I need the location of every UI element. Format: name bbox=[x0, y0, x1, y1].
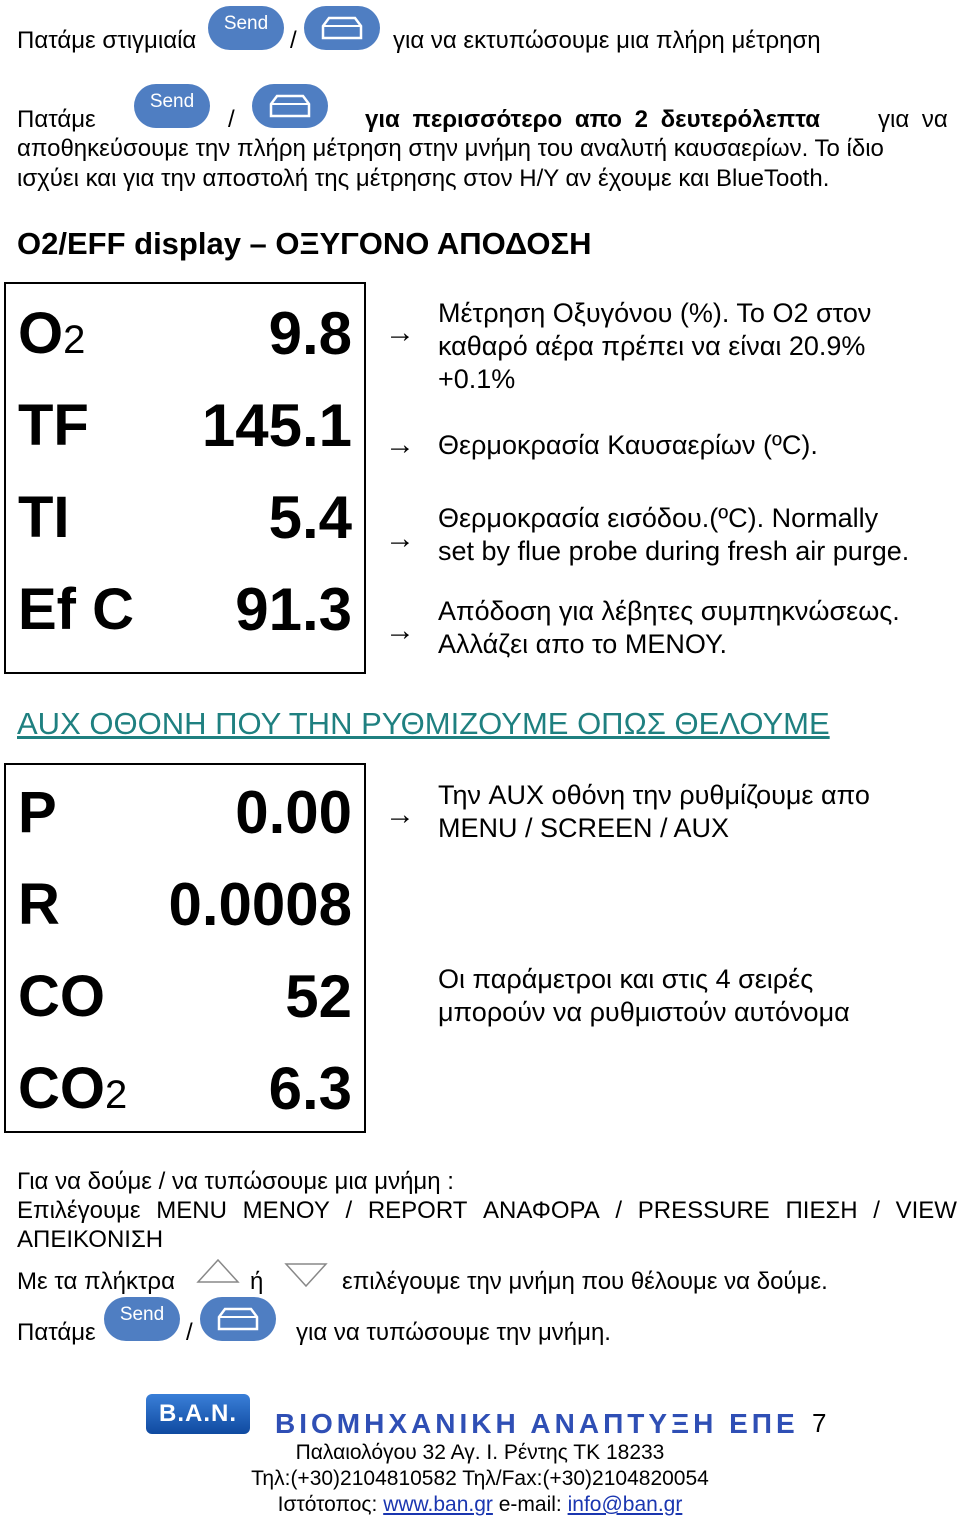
display-row-r bbox=[18, 859, 352, 949]
rows-description: Οι παράμετροι και στις 4 σειρές μπορούν να ρυθμιστούν αυτόνομα bbox=[438, 964, 850, 1027]
aux-display bbox=[4, 763, 366, 1133]
send-label: Send bbox=[223, 13, 269, 34]
send-button[interactable] bbox=[208, 6, 284, 50]
arrow-icon: → bbox=[385, 798, 415, 831]
company-name: ΒΙΟΜΗΧΑΝΙΚΗ ΑΝΑΠΤΥΞΗ ΕΠΕ bbox=[275, 1408, 799, 1439]
company-logo: B.A.N. bbox=[146, 1394, 250, 1434]
row-label: TI bbox=[18, 484, 70, 550]
email-link[interactable]: info@ban.gr bbox=[567, 1493, 683, 1516]
row-label: CO2 bbox=[18, 1055, 128, 1121]
eff-description: Απόδοση για λέβητες συμπηκνώσεως. Αλλάζει απο το ΜΕΝΟΥ. bbox=[438, 596, 900, 659]
press-text: για να τυπώσουμε την μνήμη. bbox=[296, 1319, 611, 1346]
display-row-p bbox=[18, 767, 352, 857]
paragraph bbox=[17, 134, 957, 194]
website-link[interactable]: www.ban.gr bbox=[383, 1493, 493, 1516]
display-row-co bbox=[18, 951, 352, 1041]
email-label: e-mail: bbox=[498, 1493, 562, 1516]
send-button[interactable] bbox=[104, 1297, 180, 1341]
arrow-icon: → bbox=[385, 428, 415, 461]
slash-text: / bbox=[186, 1319, 193, 1346]
slash-text: / bbox=[290, 27, 297, 54]
print-button[interactable] bbox=[304, 6, 380, 50]
row-label: Ef C bbox=[18, 576, 134, 642]
footer-phone: Τηλ:(+30)2104810582 Τηλ/Fax:(+30)2104820054 bbox=[251, 1467, 709, 1490]
or-text: ή bbox=[250, 1268, 264, 1295]
row-value: 91.3 bbox=[235, 575, 352, 643]
display-row-co2 bbox=[18, 1043, 352, 1133]
row-label: R bbox=[18, 871, 60, 937]
down-arrow-key-icon[interactable] bbox=[284, 1262, 328, 1288]
site-label: Ιστότοπος: bbox=[277, 1493, 378, 1516]
display-row-tf bbox=[18, 380, 352, 470]
row-label: TF bbox=[18, 392, 89, 458]
aux-heading: AUX ΟΘΟΝΗ ΠΟΥ ΤΗΝ ΡΥΘΜΙΖΟΥΜΕ ΟΠΩΣ ΘΕΛΟΥΜΕ bbox=[17, 706, 830, 741]
paragraph-line: ισχύει και για την αποστολή της μέτρησης στον Η/Υ αν έχουμε και BlueTooth. bbox=[17, 165, 830, 192]
printer-icon bbox=[321, 14, 363, 42]
keys-text: Με τα πλήκτρα bbox=[17, 1268, 175, 1295]
display-row-ti bbox=[18, 472, 352, 562]
o2-description: Μέτρηση Οξυγόνου (%). Το Ο2 στον καθαρό αέρα πρέπει να είναι 20.9% +0.1% bbox=[438, 298, 872, 394]
instruction-text: για να bbox=[878, 106, 948, 133]
row-label: O2 bbox=[18, 300, 86, 366]
instruction-text: για να εκτυπώσουμε μια πλήρη μέτρηση bbox=[393, 27, 821, 54]
arrow-icon: → bbox=[385, 614, 415, 647]
instruction-text: Πατάμε στιγμιαία bbox=[17, 27, 197, 54]
row-value: 0.00 bbox=[235, 778, 352, 846]
tf-description: Θερμοκρασία Καυσαερίων (ºC). bbox=[438, 430, 818, 460]
row-value: 52 bbox=[285, 962, 352, 1030]
ti-description: Θερμοκρασία εισόδου.(ºC). Normally set by flue probe during fresh air purge. bbox=[438, 503, 910, 566]
display-row-o2 bbox=[18, 288, 352, 378]
printer-icon bbox=[217, 1305, 259, 1333]
keys-text: επιλέγουμε την μνήμη που θέλουμε να δούμε. bbox=[342, 1268, 828, 1295]
instruction-text: Πατάμε bbox=[17, 106, 96, 133]
row-value: 145.1 bbox=[201, 391, 352, 459]
o2-eff-display bbox=[4, 282, 366, 674]
display-row-eff bbox=[18, 564, 352, 654]
row-value: 9.8 bbox=[268, 299, 352, 367]
print-button[interactable] bbox=[252, 84, 328, 128]
arrow-icon: → bbox=[385, 522, 415, 555]
paragraph-line: αποθηκεύσουμε την πλήρη μέτρηση στην μνήμη του αναλυτή καυσαερίων. Το ίδιο bbox=[17, 135, 884, 162]
row-label: P bbox=[18, 779, 57, 845]
o2-heading: O2/EFF display – ΟΞΥΓΟΝΟ ΑΠΟΔΟΣΗ bbox=[17, 226, 592, 261]
footer-contact bbox=[0, 1492, 960, 1518]
arrow-icon: → bbox=[385, 316, 415, 349]
row-label: CO bbox=[18, 963, 105, 1029]
send-label: Send bbox=[119, 1304, 165, 1325]
footer-address: Παλαιολόγου 32 Αγ. Ι. Ρέντης ΤΚ 18233 bbox=[295, 1441, 665, 1464]
press-text: Πατάμε bbox=[17, 1319, 96, 1346]
page-number: 7 bbox=[812, 1408, 827, 1438]
send-button[interactable] bbox=[134, 84, 210, 128]
row-value: 5.4 bbox=[268, 483, 352, 551]
printer-icon bbox=[269, 92, 311, 120]
memory-intro: Για να δούμε / να τυπώσουμε μια μνήμη : bbox=[17, 1168, 454, 1195]
print-button[interactable] bbox=[200, 1297, 276, 1341]
memory-menu-path: Επιλέγουμε MENU ΜΕΝΟΥ / REPORT ΑΝΑΦΟΡΑ / PRESSURE ΠΙΕΣΗ / VIEW bbox=[17, 1197, 957, 1224]
memory-menu-path-end: ΑΠΕΙΚΟΝΙΣΗ bbox=[17, 1226, 164, 1253]
row-value: 0.0008 bbox=[168, 870, 352, 938]
row-value: 6.3 bbox=[268, 1054, 352, 1122]
up-arrow-key-icon[interactable] bbox=[196, 1258, 240, 1284]
send-label: Send bbox=[149, 91, 195, 112]
aux-description: Την AUX οθόνη την ρυθμίζουμε απο MENU / SCREEN / AUX bbox=[438, 780, 870, 843]
bold-instruction: για περισσότερο απο 2 δευτερόλεπτα bbox=[365, 106, 821, 133]
slash-text: / bbox=[228, 106, 235, 133]
